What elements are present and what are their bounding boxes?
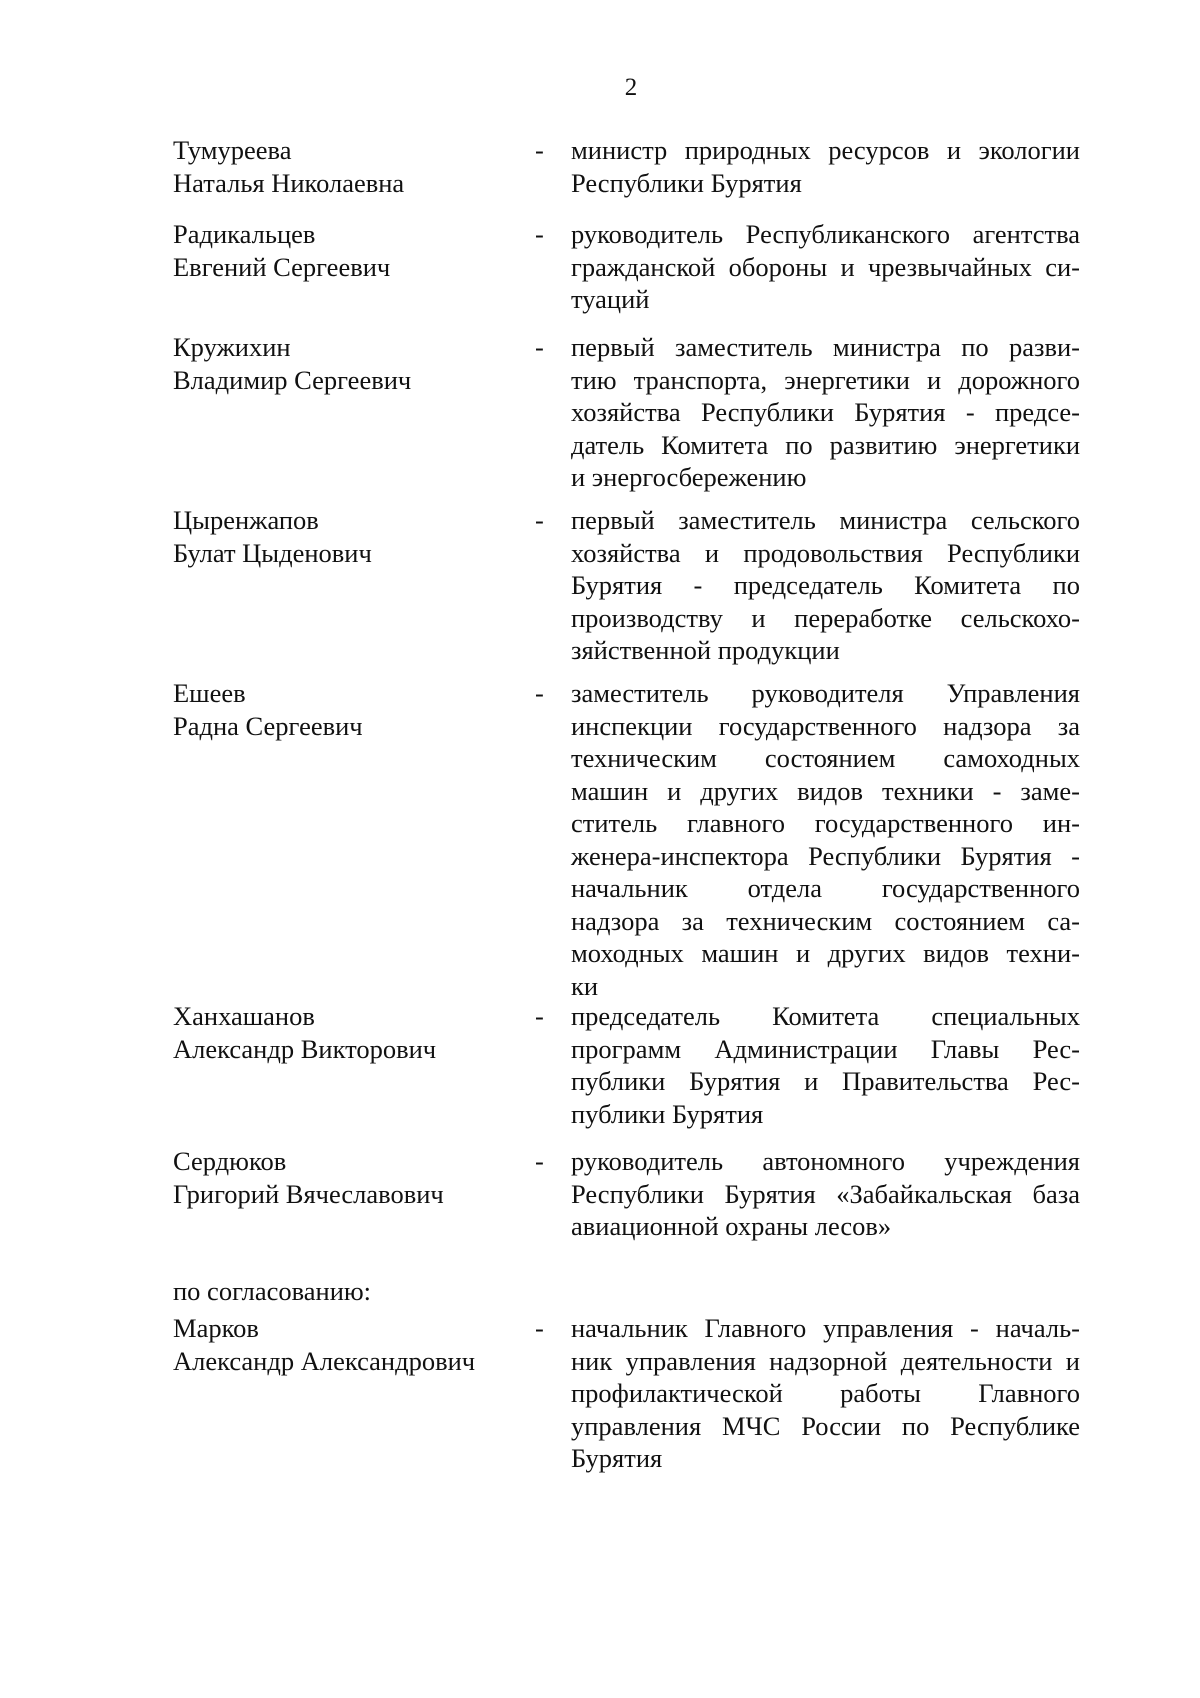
- position-line: туаций: [571, 284, 650, 314]
- position-line: инспекции государственного надзора за: [571, 710, 1080, 741]
- member-surname: Ешеев: [173, 678, 246, 708]
- position-line: техническим состоянием самоходных: [571, 743, 1080, 773]
- member-surname: Марков: [173, 1313, 259, 1343]
- position-line: тию транспорта, энергетики и дорожного: [571, 364, 1080, 395]
- position-line: заместитель руководителя Управления: [571, 678, 1080, 708]
- position-line: Республики Бурятия: [571, 167, 802, 198]
- separator-dash: -: [535, 678, 544, 708]
- member-position: [571, 504, 1080, 667]
- position-line: ник управления надзорной деятельности и: [571, 1345, 1080, 1376]
- member-name: [173, 504, 523, 569]
- position-line: Бурятия - председатель Комитета по: [571, 570, 1080, 600]
- member-name: [173, 1000, 523, 1065]
- position-line: женера-инспектора Республики Бурятия -: [571, 840, 1080, 871]
- separator-dash: -: [535, 1313, 544, 1343]
- member-given-names: Александр Викторович: [173, 1033, 437, 1064]
- member-surname: Цыренжапов: [173, 505, 319, 535]
- position-line: председатель Комитета специальных: [571, 1001, 1080, 1031]
- position-line: авиационной охраны лесов»: [571, 1211, 892, 1241]
- member-position: [571, 1145, 1080, 1243]
- position-line: машин и других видов техники - заме-: [571, 775, 1080, 806]
- member-name: [173, 218, 523, 283]
- member-name: [173, 1145, 523, 1210]
- position-line: первый заместитель министра сельского: [571, 505, 1080, 535]
- member-given-names: Евгений Сергеевич: [173, 251, 391, 282]
- position-line: Бурятия: [571, 1443, 663, 1473]
- position-line: профилактической работы Главного: [571, 1378, 1080, 1408]
- position-line: зяйственной продукции: [571, 635, 840, 665]
- member-position: [571, 677, 1080, 1002]
- member-position: [571, 134, 1080, 199]
- section-label: по согласованию:: [173, 1276, 372, 1306]
- member-position: [571, 1000, 1080, 1130]
- position-line: производству и переработке сельскохо-: [571, 602, 1080, 633]
- position-line: датель Комитета по развитию энергетики: [571, 429, 1080, 460]
- member-surname: Кружихин: [173, 332, 291, 362]
- position-line: руководитель Республиканского агентства: [571, 219, 1080, 249]
- member-surname: Сердюков: [173, 1146, 287, 1176]
- member-name: [173, 677, 523, 742]
- position-line: руководитель автономного учреждения: [571, 1146, 1080, 1176]
- position-line: управления МЧС России по Республике: [571, 1410, 1080, 1441]
- position-line: начальник Главного управления - началь-: [571, 1313, 1080, 1343]
- member-name: [173, 134, 523, 199]
- position-line: публики Бурятия: [571, 1098, 764, 1129]
- member-position: [571, 1312, 1080, 1475]
- member-position: [571, 218, 1080, 316]
- position-line: ститель главного государственного ин-: [571, 808, 1080, 838]
- member-given-names: Александр Александрович: [173, 1345, 476, 1376]
- member-given-names: Григорий Вячеславович: [173, 1178, 444, 1209]
- member-given-names: Наталья Николаевна: [173, 167, 405, 198]
- separator-dash: -: [535, 1146, 544, 1176]
- member-surname: Ханхашанов: [173, 1001, 315, 1031]
- position-line: начальник отдела государственного: [571, 873, 1080, 903]
- position-line: хозяйства и продовольствия Республики: [571, 537, 1080, 568]
- member-name: [173, 1312, 523, 1377]
- separator-dash: -: [535, 505, 544, 535]
- position-line: министр природных ресурсов и экологии: [571, 135, 1080, 165]
- member-given-names: Владимир Сергеевич: [173, 364, 412, 395]
- position-line: хозяйства Республики Бурятия - предсе-: [571, 397, 1080, 427]
- position-line: первый заместитель министра по разви-: [571, 332, 1080, 362]
- separator-dash: -: [535, 219, 544, 249]
- position-line: надзора за техническим состоянием са-: [571, 905, 1080, 936]
- position-line: Республики Бурятия «Забайкальская база: [571, 1178, 1080, 1209]
- member-surname: Радикальцев: [173, 219, 316, 249]
- member-name: [173, 331, 523, 396]
- position-line: публики Бурятия и Правительства Рес-: [571, 1066, 1080, 1096]
- separator-dash: -: [535, 1001, 544, 1031]
- position-line: моходных машин и других видов техни-: [571, 938, 1080, 968]
- member-surname: Тумуреева: [173, 135, 292, 165]
- position-line: программ Администрации Главы Рес-: [571, 1033, 1080, 1064]
- member-given-names: Булат Цыденович: [173, 537, 372, 568]
- separator-dash: -: [535, 135, 544, 165]
- page-number: 2: [624, 74, 638, 101]
- member-position: [571, 331, 1080, 494]
- position-line: и энергосбережению: [571, 462, 807, 492]
- member-given-names: Радна Сергеевич: [173, 710, 363, 741]
- separator-dash: -: [535, 332, 544, 362]
- position-line: ки: [571, 970, 599, 1001]
- position-line: гражданской обороны и чрезвычайных си-: [571, 251, 1080, 282]
